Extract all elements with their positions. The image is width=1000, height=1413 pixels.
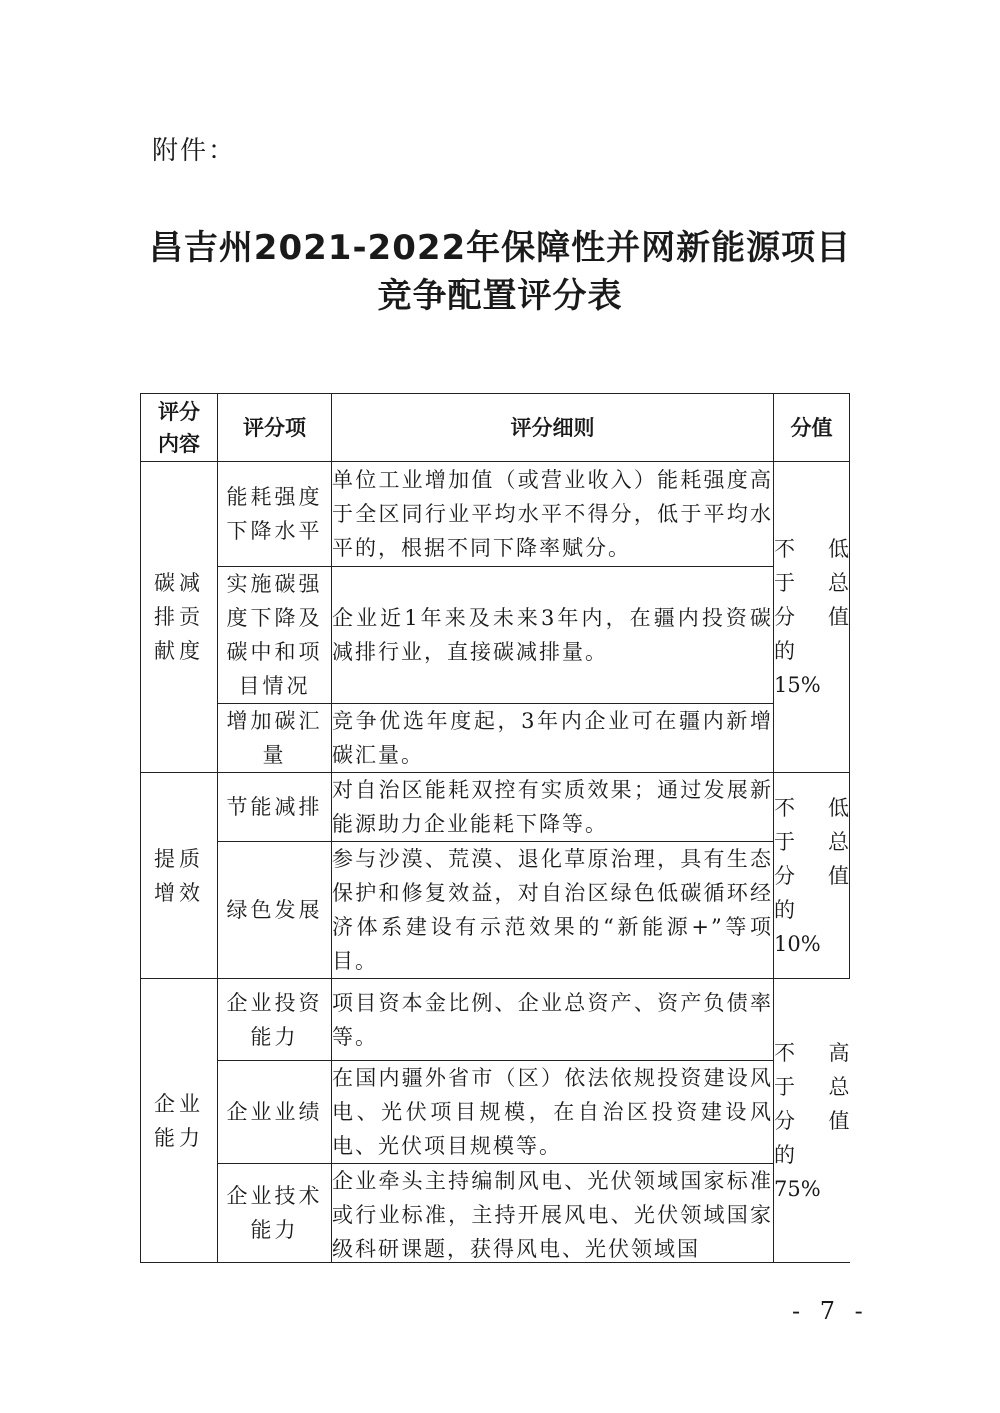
rule-cell: 企业牵头主持编制风电、光伏领域国家标准或行业标准，主持开展风电、光伏领域国家级科研课题，获得风电、光伏领域国 <box>332 1164 774 1263</box>
table-row <box>141 979 850 1061</box>
item-cell: 企业投资能力 <box>218 979 332 1061</box>
rule-cell: 对自治区能耗双控有实质效果；通过发展新能源助力企业能耗下降等。 <box>332 773 774 842</box>
item-cell: 企业业绩 <box>218 1061 332 1164</box>
table-row <box>141 1164 850 1263</box>
table-row <box>141 462 850 567</box>
table-row <box>141 567 850 704</box>
rule-cell: 参与沙漠、荒漠、退化草原治理，具有生态保护和修复效益，对自治区绿色低碳循环经济体系建设有示范效果的“新能源+”等项目。 <box>332 842 774 979</box>
item-cell: 实施碳强度下降及碳中和项目情况 <box>218 567 332 704</box>
table-row <box>141 842 850 979</box>
category-cell: 提质增效 <box>141 773 218 979</box>
table-row <box>141 1061 850 1164</box>
value-cell: 不 低 于 总 分 值 的 15% <box>774 462 850 773</box>
category-cell: 碳减排贡献度 <box>141 462 218 773</box>
item-cell: 企业技术能力 <box>218 1164 332 1263</box>
value-cell: 不 高 于 总 分 值 的 75% <box>774 979 850 1263</box>
document-title-line2: 竞争配置评分表 <box>377 276 623 316</box>
rule-cell: 项目资本金比例、企业总资产、资产负债率等。 <box>332 979 774 1061</box>
scoring-table <box>140 393 850 1263</box>
rule-cell: 竞争优选年度起，3年内企业可在疆内新增碳汇量。 <box>332 704 774 773</box>
rule-cell: 单位工业增加值（或营业收入）能耗强度高于全区同行业平均水平不得分，低于平均水平的，根据不同下降率赋分。 <box>332 462 774 567</box>
header-item: 评分项 <box>218 394 332 462</box>
table-row <box>141 704 850 773</box>
table-row <box>141 773 850 842</box>
header-rule: 评分细则 <box>332 394 774 462</box>
page-number: - 7 - <box>792 1297 869 1325</box>
header-category: 评分内容 <box>141 394 218 462</box>
item-cell: 绿色发展 <box>218 842 332 979</box>
item-cell: 增加碳汇量 <box>218 704 332 773</box>
table-header-row <box>141 394 850 462</box>
rule-cell: 在国内疆外省市（区）依法依规投资建设风电、光伏项目规模，在自治区投资建设风电、光伏项目规模等。 <box>332 1061 774 1164</box>
document-title-line1: 昌吉州2021-2022年保障性并网新能源项目 <box>148 228 852 268</box>
header-value: 分值 <box>774 394 850 462</box>
rule-cell: 企业近1年来及未来3年内，在疆内投资碳减排行业，直接碳减排量。 <box>332 567 774 704</box>
item-cell: 能耗强度下降水平 <box>218 462 332 567</box>
value-cell: 不 低 于 总 分 值 的 10% <box>774 773 850 979</box>
category-cell: 企业能力 <box>141 979 218 1263</box>
attachment-label: 附件： <box>152 136 237 166</box>
item-cell: 节能减排 <box>218 773 332 842</box>
